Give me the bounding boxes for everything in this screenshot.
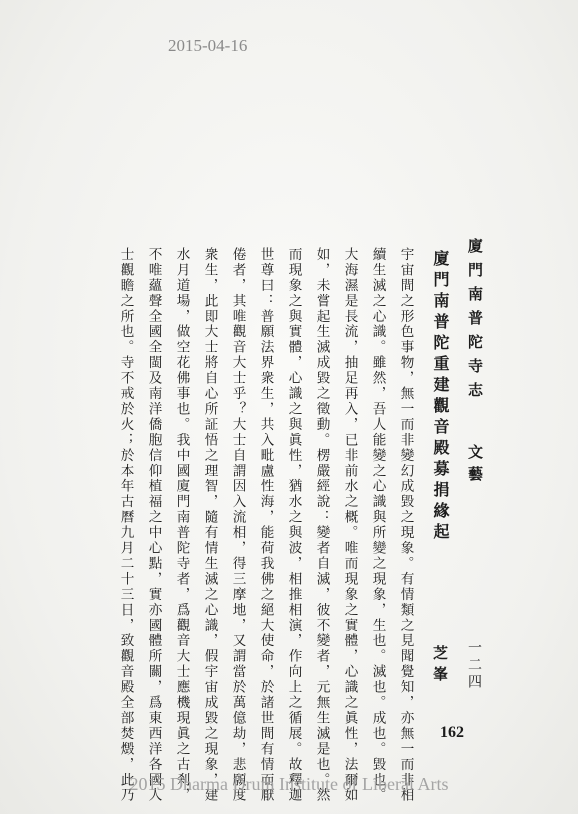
archive-date-stamp: 2015-04-16 [168, 36, 248, 55]
body-column: 大海濕是長流，抽足再入，已非前水之概。唯而現象之實體，心識之眞性，法爾如 [341, 247, 358, 804]
page-number-cjk: 一二四 [466, 640, 482, 691]
footer-watermark: 2015 Dharma Drum Institute of Liberal Arts [129, 774, 449, 794]
document-author: 芝峯 [431, 645, 449, 687]
page-number-arabic: 162 [440, 724, 464, 741]
document-title: 廈門南普陀重建觀音殿募捐緣起 [431, 250, 450, 544]
body-column: 不唯蘊聲全國全閩及南洋僑胞信仰植福之中心點，實亦國體所關，爲東西洋各國人 [145, 247, 162, 804]
running-head: 廈門南普陀寺志 [466, 238, 484, 406]
body-column: 而現象之與實體，心識之與眞性，猶水之與波，相推相演，作向上之循展。故釋迦 [285, 247, 302, 804]
body-column: 水月道場，做空花佛事也。我中國廈門南普陀寺者，爲觀音大士應機現眞之古剎， [173, 247, 190, 804]
body-column: 倦者，其唯觀音大士乎？大士自謂因入流相，得三摩地，又謂當於萬億劫，悲願度 [229, 247, 246, 804]
body-column: 續生滅之心識。雖然，吾人能變之心識與所變之現象，生也。滅也。成也。毀也。 [369, 247, 386, 804]
body-column: 宇宙間之形色事物，無一而非變幻成毀之現象。有情類之見聞覺知，亦無一而非相 [397, 247, 414, 804]
body-column: 世尊曰：普願法界衆生，共入毗盧性海，能荷我佛之絕大使命，於諸世間有情而厭 [257, 247, 274, 804]
body-column: 士觀瞻之所也。寺不戒於火；於本年古曆九月二十三日，致觀音殿全部焚燬，此乃 [117, 247, 134, 804]
body-column: 衆生，此即大士將自心所証悟之理智，隨有情生滅之心識，假宇宙成毀之現象，建 [201, 247, 218, 804]
section-label: 文藝 [466, 444, 484, 488]
body-column: 如，未嘗起生滅成毀之徵動。楞嚴經說：變者自滅，彼不變者，元無生滅是也。然 [313, 247, 330, 804]
